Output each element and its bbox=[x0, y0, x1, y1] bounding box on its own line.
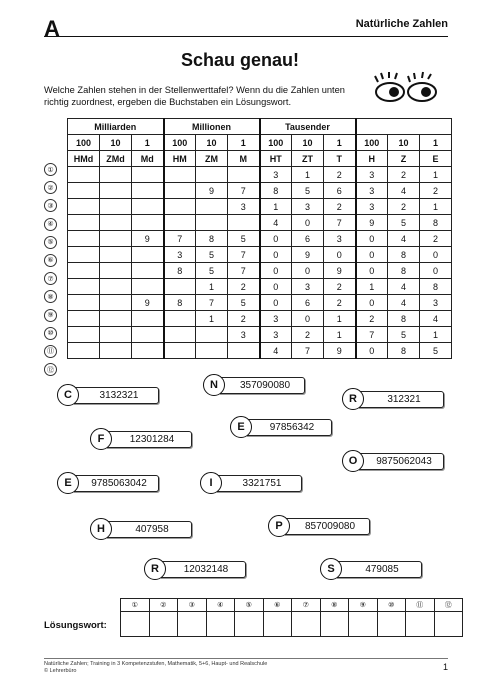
table-cell: 9 bbox=[196, 183, 228, 199]
table-cell: 3 bbox=[228, 327, 260, 343]
table-cell bbox=[196, 199, 228, 215]
table-cell: 1 bbox=[356, 279, 388, 295]
table-cell bbox=[132, 247, 164, 263]
letter-badge: O bbox=[342, 450, 364, 472]
table-cell bbox=[68, 343, 100, 359]
table-cell: 0 bbox=[356, 231, 388, 247]
row-number: ① bbox=[44, 163, 57, 176]
place-abbr-header: H bbox=[356, 151, 388, 167]
table-cell: 9 bbox=[292, 247, 324, 263]
group-header: Milliarden bbox=[68, 119, 164, 135]
table-cell bbox=[100, 167, 132, 183]
table-row bbox=[68, 263, 452, 279]
table-cell bbox=[132, 183, 164, 199]
table-cell: 0 bbox=[260, 295, 292, 311]
table-cell bbox=[164, 215, 196, 231]
place-value-header: 1 bbox=[324, 135, 356, 151]
table-cell: 3 bbox=[260, 327, 292, 343]
table-cell bbox=[196, 215, 228, 231]
eyes-icon bbox=[372, 70, 442, 106]
row-number: ⑤ bbox=[44, 236, 57, 249]
table-cell bbox=[132, 215, 164, 231]
table-cell bbox=[196, 343, 228, 359]
solution-letter-box[interactable] bbox=[434, 612, 463, 637]
group-header: Millionen bbox=[164, 119, 260, 135]
solution-number: ⑨ bbox=[349, 599, 378, 612]
place-abbr-header: Md bbox=[132, 151, 164, 167]
number-tag bbox=[90, 428, 192, 450]
table-cell bbox=[68, 327, 100, 343]
place-value-table bbox=[67, 118, 452, 359]
table-cell: 8 bbox=[388, 247, 420, 263]
topic-title: Natürliche Zahlen bbox=[355, 18, 448, 30]
solution-number: ① bbox=[121, 599, 150, 612]
tag-number: 357090080 bbox=[219, 377, 305, 394]
solution-number: ⑦ bbox=[292, 599, 321, 612]
table-row bbox=[68, 343, 452, 359]
header-divider bbox=[44, 36, 448, 37]
table-cell: 8 bbox=[420, 215, 452, 231]
table-cell bbox=[132, 343, 164, 359]
solution-number: ⑫ bbox=[434, 599, 463, 612]
solution-grid bbox=[120, 598, 463, 637]
place-value-header: 10 bbox=[100, 135, 132, 151]
table-cell: 8 bbox=[388, 263, 420, 279]
table-row bbox=[68, 247, 452, 263]
table-cell: 5 bbox=[292, 183, 324, 199]
place-abbr-header: T bbox=[324, 151, 356, 167]
table-cell: 1 bbox=[196, 279, 228, 295]
place-abbr-header: E bbox=[420, 151, 452, 167]
place-abbr-header: HMd bbox=[68, 151, 100, 167]
table-cell: 8 bbox=[164, 263, 196, 279]
table-row bbox=[68, 167, 452, 183]
place-value-header: 1 bbox=[228, 135, 260, 151]
table-cell: 8 bbox=[260, 183, 292, 199]
tag-number: 9785063042 bbox=[73, 475, 159, 492]
table-row bbox=[68, 183, 452, 199]
solution-letter-box[interactable] bbox=[263, 612, 292, 637]
row-number: ⑪ bbox=[44, 345, 57, 358]
letter-badge: R bbox=[342, 388, 364, 410]
table-cell: 2 bbox=[324, 295, 356, 311]
table-cell: 0 bbox=[420, 263, 452, 279]
table-cell bbox=[196, 327, 228, 343]
tag-number: 9875062043 bbox=[358, 453, 444, 470]
table-cell bbox=[132, 279, 164, 295]
solution-letter-box[interactable] bbox=[121, 612, 150, 637]
table-cell: 0 bbox=[260, 231, 292, 247]
table-cell bbox=[100, 327, 132, 343]
table-cell: 0 bbox=[292, 263, 324, 279]
letter-badge: P bbox=[268, 515, 290, 537]
number-tag bbox=[203, 374, 305, 396]
table-cell bbox=[196, 167, 228, 183]
table-cell: 4 bbox=[388, 279, 420, 295]
place-value-header: 10 bbox=[196, 135, 228, 151]
tag-number: 3321751 bbox=[216, 475, 302, 492]
table-cell bbox=[228, 167, 260, 183]
place-abbr-header: HM bbox=[164, 151, 196, 167]
table-cell: 5 bbox=[388, 215, 420, 231]
table-cell: 1 bbox=[420, 199, 452, 215]
table-cell: 7 bbox=[228, 263, 260, 279]
table-row bbox=[68, 199, 452, 215]
solution-number: ④ bbox=[206, 599, 235, 612]
table-cell: 5 bbox=[420, 343, 452, 359]
table-cell bbox=[228, 215, 260, 231]
footer-divider bbox=[44, 658, 448, 659]
row-number: ③ bbox=[44, 199, 57, 212]
table-cell: 0 bbox=[260, 247, 292, 263]
table-cell: 1 bbox=[420, 327, 452, 343]
table-cell: 9 bbox=[324, 263, 356, 279]
number-tag bbox=[320, 558, 422, 580]
table-row bbox=[68, 295, 452, 311]
place-value-header: 100 bbox=[260, 135, 292, 151]
letter-badge: H bbox=[90, 518, 112, 540]
table-cell: 2 bbox=[356, 311, 388, 327]
table-cell: 2 bbox=[228, 279, 260, 295]
row-number: ⑨ bbox=[44, 309, 57, 322]
table-cell: 2 bbox=[228, 311, 260, 327]
solution-number: ⑤ bbox=[235, 599, 264, 612]
letter-badge: S bbox=[320, 558, 342, 580]
letter-badge: R bbox=[144, 558, 166, 580]
table-cell bbox=[68, 231, 100, 247]
place-value-header: 100 bbox=[356, 135, 388, 151]
table-cell bbox=[164, 183, 196, 199]
table-cell: 8 bbox=[164, 295, 196, 311]
table-cell: 7 bbox=[356, 327, 388, 343]
table-cell: 6 bbox=[292, 231, 324, 247]
solution-number: ⑪ bbox=[406, 599, 435, 612]
table-cell bbox=[100, 199, 132, 215]
place-abbr-header: ZMd bbox=[100, 151, 132, 167]
table-cell: 5 bbox=[228, 295, 260, 311]
place-value-header: 100 bbox=[68, 135, 100, 151]
table-cell: 2 bbox=[388, 199, 420, 215]
table-cell bbox=[68, 263, 100, 279]
table-cell: 8 bbox=[196, 231, 228, 247]
table-cell bbox=[100, 343, 132, 359]
table-cell: 1 bbox=[324, 327, 356, 343]
solution-letter-box[interactable] bbox=[235, 612, 264, 637]
tag-number: 3132321 bbox=[73, 387, 159, 404]
place-abbr-header: HT bbox=[260, 151, 292, 167]
table-cell: 0 bbox=[260, 279, 292, 295]
row-number: ④ bbox=[44, 218, 57, 231]
row-number: ⑥ bbox=[44, 254, 57, 267]
table-cell: 2 bbox=[324, 167, 356, 183]
table-cell bbox=[164, 199, 196, 215]
table-cell bbox=[68, 295, 100, 311]
table-cell: 1 bbox=[292, 167, 324, 183]
table-cell bbox=[68, 247, 100, 263]
letter-badge: N bbox=[203, 374, 225, 396]
table-cell bbox=[100, 263, 132, 279]
table-cell: 3 bbox=[356, 199, 388, 215]
table-cell: 0 bbox=[292, 311, 324, 327]
table-cell bbox=[164, 327, 196, 343]
table-cell: 4 bbox=[388, 183, 420, 199]
table-cell: 3 bbox=[420, 295, 452, 311]
table-cell: 3 bbox=[260, 167, 292, 183]
table-cell bbox=[68, 279, 100, 295]
table-cell: 3 bbox=[356, 167, 388, 183]
row-number: ② bbox=[44, 181, 57, 194]
tag-number: 857009080 bbox=[284, 518, 370, 535]
group-header bbox=[356, 119, 452, 135]
tag-number: 312321 bbox=[358, 391, 444, 408]
tag-number: 97856342 bbox=[246, 419, 332, 436]
solution-number: ② bbox=[149, 599, 178, 612]
table-cell: 3 bbox=[228, 199, 260, 215]
table-cell: 2 bbox=[324, 199, 356, 215]
table-cell bbox=[100, 279, 132, 295]
table-cell: 5 bbox=[196, 263, 228, 279]
solution-number: ⑥ bbox=[263, 599, 292, 612]
table-cell: 3 bbox=[324, 231, 356, 247]
row-number: ⑫ bbox=[44, 363, 57, 376]
row-number: ⑧ bbox=[44, 290, 57, 303]
table-cell: 0 bbox=[356, 343, 388, 359]
table-cell bbox=[164, 343, 196, 359]
table-cell: 7 bbox=[228, 183, 260, 199]
table-cell bbox=[132, 167, 164, 183]
table-cell: 9 bbox=[356, 215, 388, 231]
table-cell: 1 bbox=[196, 311, 228, 327]
place-abbr-header: ZM bbox=[196, 151, 228, 167]
table-cell bbox=[68, 167, 100, 183]
solution-letter-box[interactable] bbox=[178, 612, 207, 637]
table-cell: 8 bbox=[388, 343, 420, 359]
row-numbers bbox=[44, 163, 57, 381]
place-value-header: 10 bbox=[292, 135, 324, 151]
table-cell bbox=[132, 263, 164, 279]
letter-badge: I bbox=[200, 472, 222, 494]
tag-number: 407958 bbox=[106, 521, 192, 538]
table-cell: 3 bbox=[292, 279, 324, 295]
number-tag bbox=[342, 388, 444, 410]
number-tag bbox=[144, 558, 246, 580]
table-cell: 6 bbox=[292, 295, 324, 311]
solution-letter-box[interactable] bbox=[320, 612, 349, 637]
number-tag bbox=[90, 518, 192, 540]
table-cell bbox=[132, 199, 164, 215]
table-cell: 6 bbox=[324, 183, 356, 199]
solution-number: ③ bbox=[178, 599, 207, 612]
table-cell bbox=[132, 311, 164, 327]
table-cell: 4 bbox=[420, 311, 452, 327]
solution-letter-box[interactable] bbox=[349, 612, 378, 637]
solution-label: Lösungswort: bbox=[44, 620, 107, 631]
place-value-header: 1 bbox=[420, 135, 452, 151]
table-cell bbox=[68, 199, 100, 215]
number-tag bbox=[57, 472, 159, 494]
number-tag bbox=[230, 416, 332, 438]
table-cell: 0 bbox=[260, 263, 292, 279]
table-cell: 8 bbox=[420, 279, 452, 295]
table-cell: 3 bbox=[292, 199, 324, 215]
solution-number: ⑧ bbox=[320, 599, 349, 612]
table-cell: 9 bbox=[132, 295, 164, 311]
table-cell bbox=[100, 183, 132, 199]
table-row bbox=[68, 215, 452, 231]
table-cell bbox=[68, 215, 100, 231]
table-cell: 0 bbox=[292, 215, 324, 231]
table-cell: 7 bbox=[164, 231, 196, 247]
solution-letter-box[interactable] bbox=[206, 612, 235, 637]
table-cell: 4 bbox=[388, 231, 420, 247]
table-cell bbox=[100, 247, 132, 263]
place-abbr-header: ZT bbox=[292, 151, 324, 167]
table-cell bbox=[68, 311, 100, 327]
table-cell: 9 bbox=[132, 231, 164, 247]
letter-badge: E bbox=[57, 472, 79, 494]
place-value-header: 100 bbox=[164, 135, 196, 151]
tag-number: 479085 bbox=[336, 561, 422, 578]
tag-number: 12032148 bbox=[160, 561, 246, 578]
place-abbr-header: M bbox=[228, 151, 260, 167]
letter-badge: E bbox=[230, 416, 252, 438]
place-abbr-header: Z bbox=[388, 151, 420, 167]
number-tag bbox=[342, 450, 444, 472]
page-title: Schau genau! bbox=[180, 50, 300, 70]
table-row bbox=[68, 327, 452, 343]
solution-letter-box[interactable] bbox=[292, 612, 321, 637]
page-number: 1 bbox=[442, 662, 448, 672]
table-cell: 7 bbox=[196, 295, 228, 311]
table-cell bbox=[164, 279, 196, 295]
table-cell bbox=[228, 343, 260, 359]
number-tag bbox=[268, 515, 370, 537]
table-cell: 3 bbox=[260, 311, 292, 327]
table-cell bbox=[132, 327, 164, 343]
solution-letter-box[interactable] bbox=[149, 612, 178, 637]
table-cell: 5 bbox=[388, 327, 420, 343]
row-number: ⑦ bbox=[44, 272, 57, 285]
table-cell bbox=[100, 311, 132, 327]
table-cell bbox=[164, 311, 196, 327]
table-row bbox=[68, 231, 452, 247]
table-cell: 3 bbox=[164, 247, 196, 263]
table-cell: 0 bbox=[356, 247, 388, 263]
place-value-header: 10 bbox=[388, 135, 420, 151]
table-cell: 0 bbox=[356, 295, 388, 311]
table-row bbox=[68, 311, 452, 327]
solution-number: ⑩ bbox=[377, 599, 406, 612]
table-cell: 0 bbox=[356, 263, 388, 279]
table-cell: 5 bbox=[228, 231, 260, 247]
tag-number: 12301284 bbox=[106, 431, 192, 448]
table-cell: 2 bbox=[420, 231, 452, 247]
solution-letter-box[interactable] bbox=[406, 612, 435, 637]
table-cell bbox=[68, 183, 100, 199]
number-tag bbox=[57, 384, 159, 406]
table-cell: 7 bbox=[292, 343, 324, 359]
instructions: Welche Zahlen stehen in der Stellenwerttafel? Wenn du die Zahlen unten richtig zuordnest, ergeben die Buchstaben ein Lösungswort. bbox=[44, 85, 345, 107]
table-cell: 1 bbox=[420, 167, 452, 183]
group-header: Tausender bbox=[260, 119, 356, 135]
solution-letter-box[interactable] bbox=[377, 612, 406, 637]
table-cell: 4 bbox=[260, 215, 292, 231]
table-cell: 4 bbox=[388, 295, 420, 311]
table-cell: 2 bbox=[292, 327, 324, 343]
table-cell bbox=[100, 215, 132, 231]
table-row bbox=[68, 279, 452, 295]
table-cell bbox=[100, 295, 132, 311]
table-cell: 3 bbox=[356, 183, 388, 199]
table-cell: 9 bbox=[324, 343, 356, 359]
place-value-header: 1 bbox=[132, 135, 164, 151]
table-cell: 2 bbox=[420, 183, 452, 199]
letter-badge: C bbox=[57, 384, 79, 406]
row-number: ⑩ bbox=[44, 327, 57, 340]
table-cell: 1 bbox=[260, 199, 292, 215]
table-cell: 1 bbox=[324, 311, 356, 327]
table-cell: 0 bbox=[420, 247, 452, 263]
footer-credit: Natürliche Zahlen; Training in 3 Kompetenzstufen, Mathematik, 5+6, Haupt- und Realschule © Lehrerbüro bbox=[44, 661, 268, 674]
table-cell bbox=[164, 167, 196, 183]
table-cell: 0 bbox=[324, 247, 356, 263]
number-tag bbox=[200, 472, 302, 494]
table-cell: 5 bbox=[196, 247, 228, 263]
logo-a: A bbox=[44, 16, 59, 41]
table-cell: 2 bbox=[324, 279, 356, 295]
table-cell: 7 bbox=[228, 247, 260, 263]
table-cell: 4 bbox=[260, 343, 292, 359]
table-cell: 7 bbox=[324, 215, 356, 231]
table-cell bbox=[100, 231, 132, 247]
letter-badge: F bbox=[90, 428, 112, 450]
table-cell: 8 bbox=[388, 311, 420, 327]
table-cell: 2 bbox=[388, 167, 420, 183]
